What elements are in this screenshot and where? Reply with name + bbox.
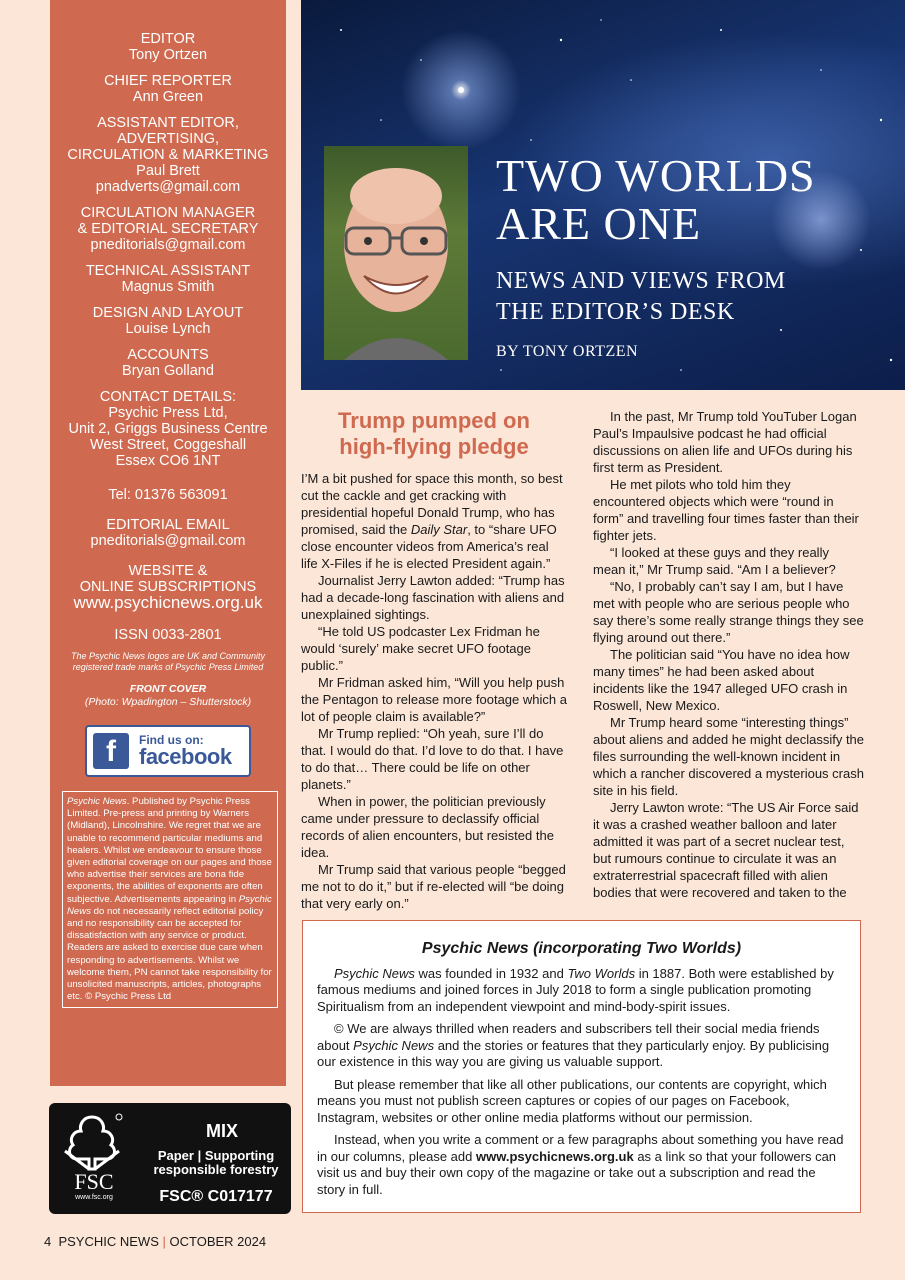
website-link[interactable]: www.psychicnews.org.uk xyxy=(475,1148,634,1164)
footer-issue: OCTOBER 2024 xyxy=(169,1234,267,1249)
paragraph: Mr Trump said that various people “begged me not to do it,” but if re-elected will “be doing that very early on.” xyxy=(301,862,566,911)
article-column-2 xyxy=(593,408,865,914)
design-name: Louise Lynch xyxy=(125,321,211,337)
p1b: , to “share UFO close encounter videos from America’s real life X-Files if he is elected President again.” xyxy=(301,522,557,571)
web-role-2: ONLINE SUBSCRIPTIONS xyxy=(79,579,257,595)
assistant-email[interactable]: pnadverts@gmail.com xyxy=(95,179,241,195)
p1-i2: Two Worlds xyxy=(567,965,636,981)
disclaimer-pub: Psychic News xyxy=(67,796,127,807)
contact-role: CONTACT DETAILS: xyxy=(99,389,237,405)
p2-a: © We are always thrilled when readers and subscribers tell their social media friends about xyxy=(317,1021,820,1053)
circ-email[interactable]: pneditorials@gmail.com xyxy=(90,237,246,253)
facebook-text xyxy=(139,734,232,768)
paragraph: When in power, the politician previously came under pressure to declassify official records of alien encounters, but resisted the idea. xyxy=(301,794,554,860)
facebook-button[interactable] xyxy=(85,725,251,777)
p4-a: Instead, when you write a comment or a few paragraphs about something you have read in our columns, please add xyxy=(317,1132,844,1164)
article-column-1 xyxy=(301,470,567,912)
assistant-name: Paul Brett xyxy=(136,163,200,179)
fsc-name: FSC xyxy=(74,1169,114,1194)
fsc-paper-2: responsible forestry xyxy=(153,1162,279,1177)
fsc-tree-icon xyxy=(61,1113,123,1173)
page-footer xyxy=(44,1234,266,1249)
p1-i1: Psychic News xyxy=(334,965,415,981)
assistant-role-3: CIRCULATION & MARKETING xyxy=(67,147,269,163)
contact-line-2: Unit 2, Griggs Business Centre xyxy=(68,421,268,437)
accounts-name: Bryan Golland xyxy=(122,363,214,379)
paragraph: Mr Trump replied: “Oh yeah, sure I’ll do that. I would do that. I’d love to do that. I have to do that… There could be life on other planets.” xyxy=(301,726,564,792)
chief-name: Ann Green xyxy=(132,89,204,105)
paragraph: Jerry Lawton wrote: “The US Air Force said it was a crashed weather balloon and later admitted it was part of a secret nuclear test, but rumours continue to circulate it was an extraterrestrial spacecraft filled with alien bodies that were recovered and taken to the xyxy=(593,800,859,900)
contact-line-4: Essex CO6 1NT xyxy=(115,453,221,469)
front-cover-credit xyxy=(50,683,286,709)
paragraph: “He told US podcaster Lex Fridman he would ‘surely’ make secret UFO footage public.” xyxy=(301,624,540,673)
p2-i: Psychic News xyxy=(353,1037,435,1053)
contact-details xyxy=(50,389,286,469)
chief-reporter-credit xyxy=(50,73,286,105)
contact-line-1: Psychic Press Ltd, xyxy=(108,405,228,421)
portrait-face-icon xyxy=(324,146,468,360)
accounts-credit xyxy=(50,347,286,379)
facebook-icon: f xyxy=(93,733,129,769)
p1-a: was founded in 1932 and xyxy=(414,965,568,981)
issn-text: ISSN 0033-2801 xyxy=(114,627,222,643)
article-headline xyxy=(301,408,567,460)
footer-publication: PSYCHIC NEWS xyxy=(58,1234,159,1249)
email-role: EDITORIAL EMAIL xyxy=(106,517,230,533)
paragraph: “No, I probably can’t say I am, but I have met with people who are serious people who say there’s some really strange things they see flying around out there.” xyxy=(593,579,864,645)
page-title xyxy=(496,152,816,248)
contact-line-3: West Street, Coggeshall xyxy=(89,437,247,453)
publication-info-box xyxy=(302,920,861,1213)
box-title: Psychic News (incorporating Two Worlds) xyxy=(421,940,742,957)
cover-label: FRONT COVER xyxy=(129,683,207,695)
box-paragraph xyxy=(317,966,846,1016)
cover-credit: (Photo: Wpadington – Shutterstock) xyxy=(84,696,252,708)
editor-credit xyxy=(50,31,286,63)
publisher-disclaimer xyxy=(62,791,278,1008)
assistant-role-1: ASSISTANT EDITOR, xyxy=(97,115,239,131)
editor-name: Tony Ortzen xyxy=(128,47,208,63)
title-line-1: TWO WORLDS xyxy=(496,150,816,201)
technical-credit xyxy=(50,263,286,295)
issn xyxy=(50,627,286,643)
tech-name: Magnus Smith xyxy=(121,279,215,295)
trademark-note: The Psychic News logos are UK and Community registered trade marks of Psychic Press Limited xyxy=(70,651,266,672)
box-paragraph xyxy=(317,1132,846,1198)
web-role-1: WEBSITE & xyxy=(128,563,208,579)
tel: Tel: 01376 563091 xyxy=(108,487,228,503)
accounts-role: ACCOUNTS xyxy=(127,347,209,363)
telephone xyxy=(50,487,286,503)
fsc-logo xyxy=(49,1103,291,1214)
title-line-2: ARE ONE xyxy=(496,198,702,249)
editor-portrait xyxy=(324,146,468,360)
p2-b: and the stories or features that they particularly enjoy. By publicising our existence in this way you are giving us valuable support. xyxy=(317,1037,830,1069)
design-credit xyxy=(50,305,286,337)
assistant-editor-credit xyxy=(50,115,286,195)
box-paragraph: But please remember that like all other publications, our contents are copyright, which means you must not publish screen captures or copies of our pages on Facebook, Instagram, websites or other online media platforms without our permission. xyxy=(317,1076,827,1125)
disclaimer-pub2: Psychic News xyxy=(67,893,272,917)
tech-role: TECHNICAL ASSISTANT xyxy=(85,263,251,279)
p1-italic: Daily Star xyxy=(410,522,468,537)
paragraph: Journalist Jerry Lawton added: “Trump has had a decade-long fascination with aliens and unexplained sightings. xyxy=(301,573,565,622)
paragraph: “I looked at these guys and they really mean it,” Mr Trump said. “Am I a believer? xyxy=(593,545,836,577)
footer-separator: | xyxy=(162,1234,166,1249)
box-paragraph xyxy=(317,1021,846,1071)
assistant-role-2: ADVERTISING, xyxy=(116,131,220,147)
headline-line-1: Trump pumped on xyxy=(338,408,530,433)
circulation-credit xyxy=(50,205,286,253)
fsc-mix: MIX xyxy=(205,1121,238,1141)
paragraph: The politician said “You have no idea how many times” he had been asked about incidents like the 1947 alleged UFO crash in Roswell, New Mexico. xyxy=(593,647,850,713)
paragraph: Mr Fridman asked him, “Will you help push the Pentagon to release more footage which a lot of people claim is available?” xyxy=(301,675,567,724)
disclaimer-2: do not necessarily reflect editorial policy and no responsibility can be accepted for dissatisfaction with any service or product. Readers are asked to exercise due care when responding to advertisements. Whilst we welcome them, PN cannot take responsibility for unsolicited manuscripts, articles, photographs etc. © Psychic Press Ltd xyxy=(67,905,272,1003)
facebook-line2: facebook xyxy=(139,744,232,769)
facebook-line1: Find us on: xyxy=(139,733,204,747)
byline: BY TONY ORTZEN xyxy=(496,343,639,360)
fsc-url: www.fsc.org xyxy=(75,1194,113,1201)
page-number: 4 xyxy=(44,1234,52,1249)
design-role: DESIGN AND LAYOUT xyxy=(92,305,244,321)
paragraph: Mr Trump heard some “interesting things” about aliens and added he might declassify the files surrounding the well-known incident in which a rancher discovered a mysterious crash site in his field. xyxy=(593,715,865,798)
p4-c: as a link so that your followers can visit us and buy their own copy of the magazine or take out a subscription and read the story in full. xyxy=(317,1148,837,1197)
disclaimer-1: . Published by Psychic Press Limited. Pre-press and printing by Warners (Midland), Lincolnshire. We regret that we are unable to recommend particular mediums and healers. Whilst we endeavour to ensure those given editorial coverage on our pages and those who advertise their services are bona fide exponents, the abilities of exponents are often subjective. Advertisements appearing in xyxy=(67,796,272,905)
p1-b: in 1887. Both were established by famous mediums and joined forces in July 2018 to form a single publication promoting Spiritualism from an independent viewpoint and mind-body-spirit issues. xyxy=(317,965,834,1014)
fsc-code: FSC® C017177 xyxy=(159,1188,273,1205)
paragraph xyxy=(301,470,567,572)
masthead-sidebar xyxy=(50,0,286,1086)
editor-role: EDITOR xyxy=(140,31,196,47)
paragraph: He met pilots who told him they encountered objects which were “round in form” and travelling four times faster than their fighter jets. xyxy=(593,477,859,543)
fsc-paper-1: Paper | Supporting xyxy=(157,1148,275,1163)
website xyxy=(50,563,286,611)
circ-role-1: CIRCULATION MANAGER xyxy=(80,205,256,221)
headline-line-2: high-flying pledge xyxy=(339,434,529,459)
web-url[interactable]: www.psychicnews.org.uk xyxy=(73,593,263,612)
paragraph: In the past, Mr Trump told YouTuber Logan Paul’s Impaulsive podcast he had official discussions on alien life and UFOs during his first term as President. xyxy=(593,409,857,475)
circ-role-2: & EDITORIAL SECRETARY xyxy=(77,221,259,237)
p1a: I’M a bit pushed for space this month, so best cut the cackle and get cracking with presidential hopeful Donald Trump, who has promised, said the xyxy=(301,471,563,537)
subtitle-line-1: NEWS AND VIEWS FROM xyxy=(496,268,786,294)
email-link[interactable]: pneditorials@gmail.com xyxy=(90,533,246,549)
subtitle-line-2: THE EDITOR’S DESK xyxy=(496,299,735,325)
column-header-banner xyxy=(301,0,905,390)
editorial-email xyxy=(50,517,286,549)
chief-role: CHIEF REPORTER xyxy=(104,73,232,89)
fsc-paper xyxy=(141,1149,291,1177)
page-subtitle xyxy=(496,266,786,328)
